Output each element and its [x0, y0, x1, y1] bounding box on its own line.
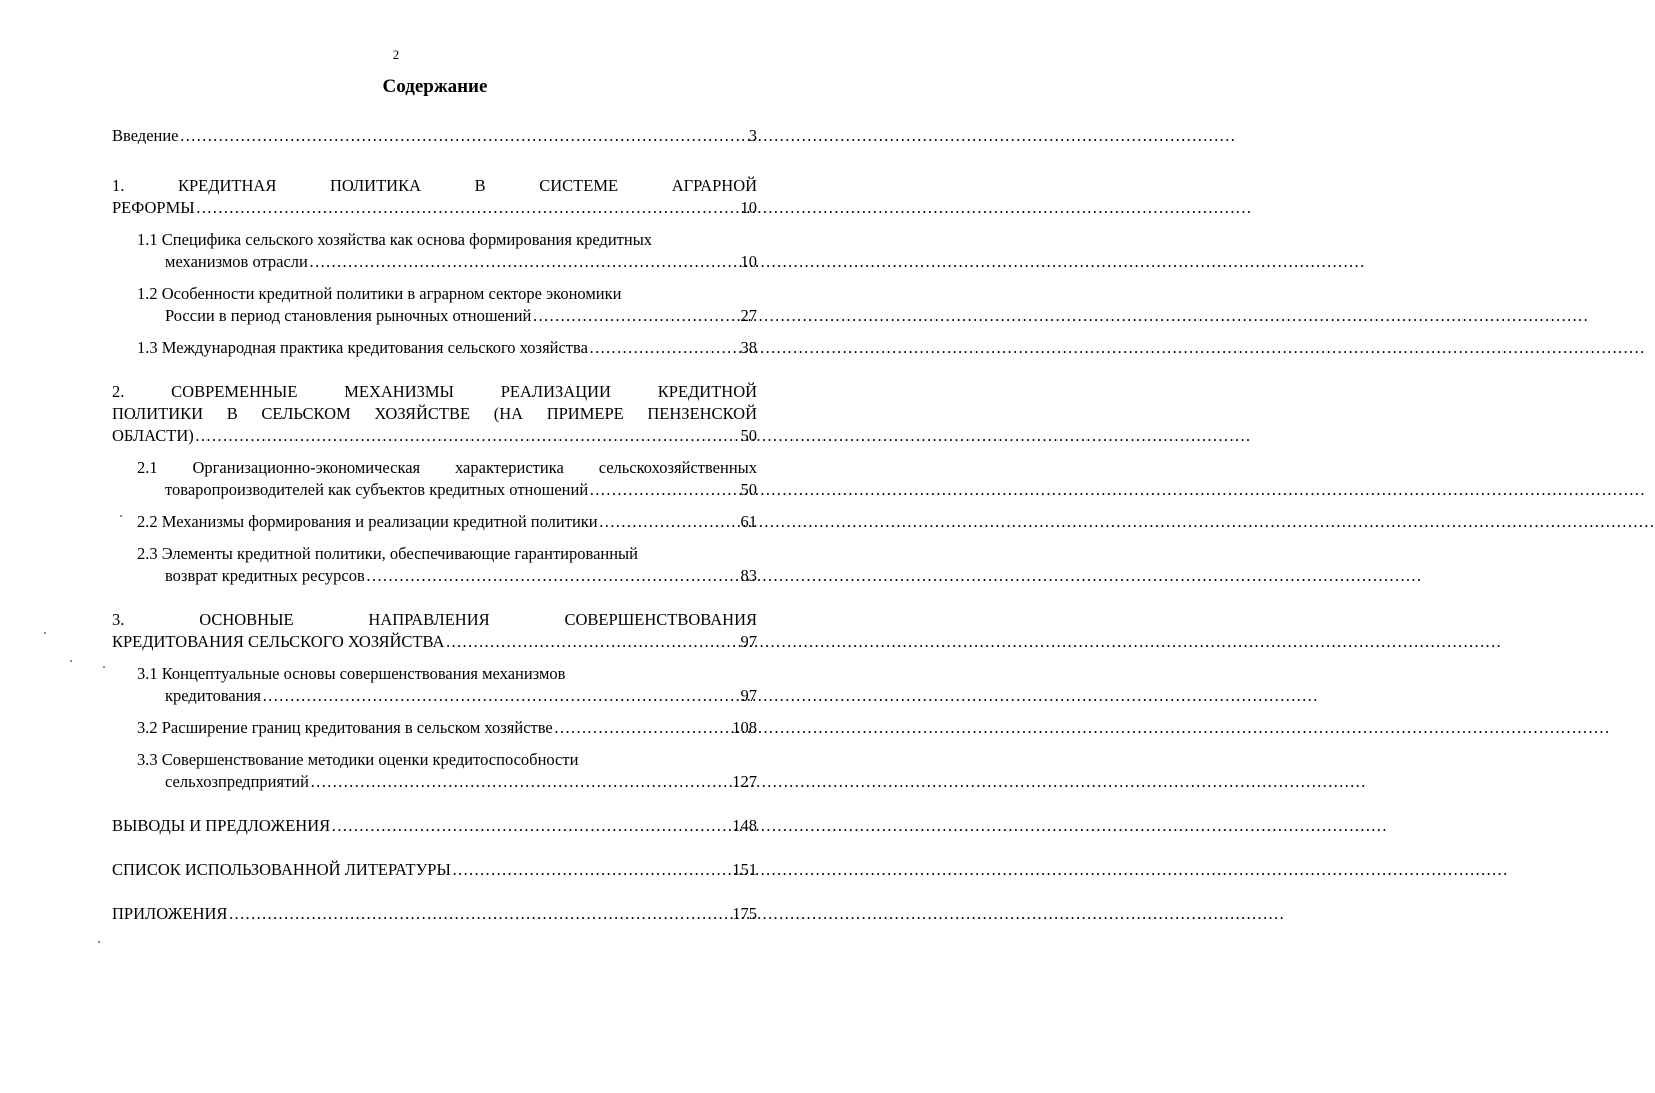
chapter-heading-line: 3. ОСНОВНЫЕ НАПРАВЛЕНИЯ СОВЕРШЕНСТВОВАНИЯ	[112, 610, 758, 629]
leader-dots	[331, 815, 731, 837]
leader-dots	[262, 685, 740, 707]
leader-dots	[445, 631, 739, 653]
scan-speck	[120, 515, 122, 517]
toc-page: 148	[732, 816, 757, 835]
toc-page: 151	[732, 860, 757, 879]
toc-section-1-1[interactable]: 1.1 Специфика сельского хозяйства как основа формирования кредитных механизмов отрасли ………………………………………………………………………………………………………………………………………………………………………… 10	[137, 229, 757, 273]
toc-entry-references[interactable]	[112, 859, 757, 881]
chapter-heading-line: 2. СОВРЕМЕННЫЕ МЕХАНИЗМЫ РЕАЛИЗАЦИИ КРЕДИТНОЙ	[112, 382, 758, 401]
toc-page: 97	[740, 632, 757, 651]
toc-page: 10	[740, 198, 757, 217]
leader-dots	[554, 717, 732, 739]
toc-section-2-2[interactable]: 2.2 Механизмы формирования и реализации кредитной политики ………………………………………………………………………………………………………………………………………………………………………… 61	[137, 511, 757, 533]
leader-dots	[452, 859, 731, 881]
toc-section-1-2[interactable]: 1.2 Особенности кредитной политики в аграрном секторе экономики России в период становления рыночных отношений ………………………………………………………………………………………………………………………………………………………………………… 27	[137, 283, 757, 327]
toc-section-3-2[interactable]: 3.2 Расширение границ кредитования в сельском хозяйстве ………………………………………………………………………………………………………………………………………………………………………… 108	[137, 717, 757, 739]
leader-dots	[196, 197, 740, 219]
toc-section-2-1[interactable]: 2.1 Организационно-экономическая характеристика сельскохозяйственных товаропроизводителей как субъектов кредитных отношений ………………………………………………………………………………………………………………………………………………………………………… 50	[137, 457, 757, 501]
chapter-heading-line-last: ОБЛАСТИ) ………………………………………………………………………………………………………………………………………………………………………… 50	[112, 425, 757, 447]
toc-chapter-3[interactable]	[112, 609, 757, 653]
leader-dots	[366, 565, 740, 587]
toc-page: 97	[740, 686, 757, 705]
leader-dots	[309, 251, 740, 273]
toc-page: 10	[740, 252, 757, 271]
leader-dots	[532, 305, 739, 327]
chapter-heading-line-last: КРЕДИТОВАНИЯ СЕЛЬСКОГО ХОЗЯЙСТВА ………………………………………………………………………………………………………………………………………………………………………… 97	[112, 631, 757, 653]
toc-chapter-1[interactable]	[112, 175, 757, 219]
toc-page: 127	[732, 772, 757, 791]
toc-section-3-1[interactable]: 3.1 Концептуальные основы совершенствования механизмов кредитования ………………………………………………………………………………………………………………………………………………………………………… 97	[137, 663, 757, 707]
scan-speck	[103, 666, 105, 668]
leader-dots	[310, 771, 731, 793]
toc-page: 61	[740, 512, 757, 531]
scan-speck	[44, 632, 46, 634]
leader-dots	[589, 337, 740, 359]
toc-chapter-2[interactable]	[112, 381, 757, 447]
page-number: 2	[392, 47, 400, 62]
toc-entry-conclusions[interactable]	[112, 815, 757, 837]
toc-label: СПИСОК ИСПОЛЬЗОВАННОЙ ЛИТЕРАТУРЫ	[112, 860, 451, 879]
toc-page: 38	[740, 338, 757, 357]
toc-page: 27	[740, 306, 757, 325]
toc-page: 108	[732, 718, 757, 737]
leader-dots	[589, 479, 739, 501]
leader-dots	[195, 425, 740, 447]
toc-page: 50	[740, 480, 757, 499]
scan-speck	[70, 660, 72, 662]
toc-page: 175	[732, 904, 757, 923]
toc-entry-appendices[interactable]	[112, 903, 757, 925]
chapter-heading-line-last: РЕФОРМЫ ………………………………………………………………………………………………………………………………………………………………………… 10	[112, 197, 757, 219]
toc-section-1-3[interactable]: 1.3 Международная практика кредитования сельского хозяйства ………………………………………………………………………………………………………………………………………………………………………… 38	[137, 337, 757, 359]
table-of-contents	[112, 125, 757, 925]
toc-page: 50	[740, 426, 757, 445]
toc-page: 83	[740, 566, 757, 585]
toc-section-2-3[interactable]: 2.3 Элементы кредитной политики, обеспечивающие гарантированный возврат кредитных ресурсов ………………………………………………………………………………………………………………………………………………………………………… 83	[137, 543, 757, 587]
chapter-heading-line: 1. КРЕДИТНАЯ ПОЛИТИКА В СИСТЕМЕ АГРАРНОЙ	[112, 176, 758, 195]
toc-section-3-3[interactable]: 3.3 Совершенствование методики оценки кредитоспособности сельхозпредприятий ………………………………………………………………………………………………………………………………………………………………………… 127	[137, 749, 757, 793]
toc-label: ПРИЛОЖЕНИЯ	[112, 904, 228, 923]
toc-label: Введение	[112, 126, 179, 145]
leader-dots	[180, 125, 748, 147]
page-title: Содержание	[382, 76, 488, 97]
toc-page: 3	[748, 126, 757, 145]
toc-entry-intro[interactable]	[112, 125, 757, 147]
leader-dots	[228, 903, 731, 925]
toc-label: ВЫВОДЫ И ПРЕДЛОЖЕНИЯ	[112, 816, 331, 835]
leader-dots	[599, 511, 740, 533]
chapter-heading-line: ПОЛИТИКИ В СЕЛЬСКОМ ХОЗЯЙСТВЕ (НА ПРИМЕРЕ ПЕНЗЕНСКОЙ	[112, 404, 757, 423]
scan-speck	[98, 941, 100, 943]
